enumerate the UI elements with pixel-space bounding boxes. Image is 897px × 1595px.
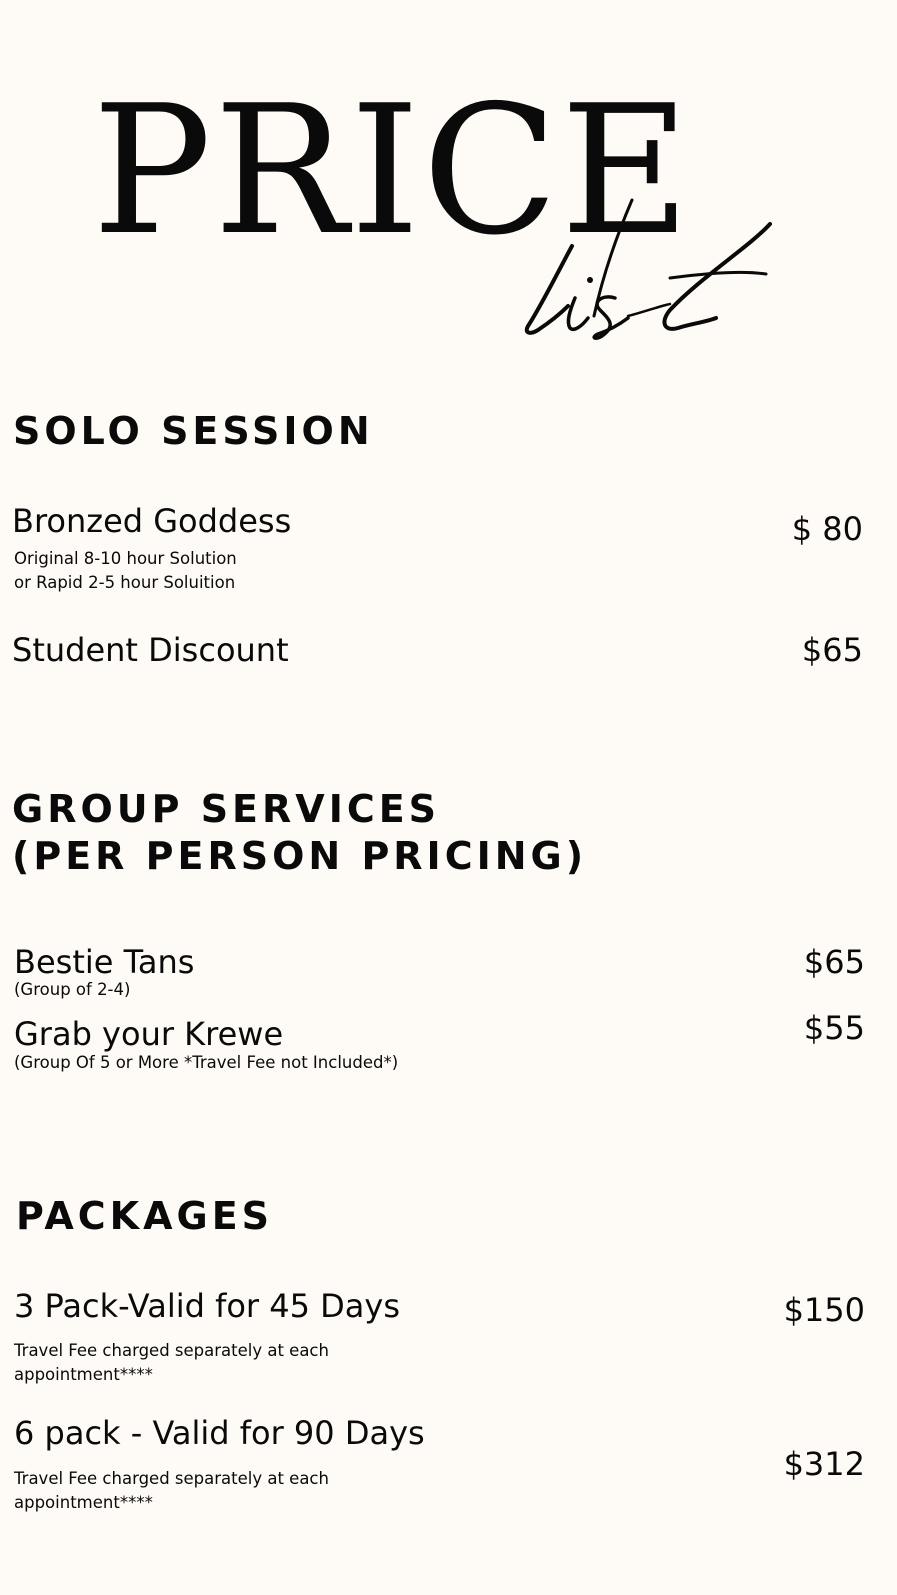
item-name-6-pack: 6 pack - Valid for 90 Days (14, 1414, 425, 1452)
item-name-3-pack: 3 Pack-Valid for 45 Days (14, 1287, 400, 1325)
price-6-pack: $312 (783, 1445, 865, 1483)
item-name-grab-your-krewe: Grab your Krewe (14, 1015, 284, 1053)
script-list-lettering (520, 198, 780, 348)
item-desc-bestie-tans: (Group of 2-4) (14, 980, 131, 999)
item-desc-3-pack-1: Travel Fee charged separately at each (14, 1341, 329, 1360)
price-bronzed-goddess: $ 80 (791, 510, 863, 548)
section-heading-group: GROUP SERVICES (12, 787, 441, 831)
item-name-bronzed-goddess: Bronzed Goddess (12, 502, 292, 540)
item-desc-3-pack-2: appointment**** (14, 1365, 153, 1384)
price-3-pack: $150 (783, 1291, 865, 1329)
price-student-discount: $65 (801, 631, 863, 669)
item-desc-bronzed-goddess-1: Original 8-10 hour Solution (14, 549, 237, 568)
price-bestie-tans: $65 (803, 943, 865, 981)
price-grab-your-krewe: $55 (803, 1009, 865, 1047)
section-heading-packages: PACKAGES (16, 1194, 274, 1238)
section-heading-solo: SOLO SESSION (13, 409, 374, 453)
item-desc-grab-your-krewe: (Group Of 5 or More *Travel Fee not Included*) (14, 1053, 399, 1072)
item-desc-bronzed-goddess-2: or Rapid 2-5 hour Soluition (14, 573, 236, 592)
item-desc-6-pack-1: Travel Fee charged separately at each (14, 1469, 329, 1488)
section-heading-group-sub: (PER PERSON PRICING) (12, 834, 588, 878)
page-title: PRICE (92, 67, 693, 274)
item-name-student-discount: Student Discount (12, 631, 289, 669)
item-name-bestie-tans: Bestie Tans (14, 943, 195, 981)
item-desc-6-pack-2: appointment**** (14, 1493, 153, 1512)
